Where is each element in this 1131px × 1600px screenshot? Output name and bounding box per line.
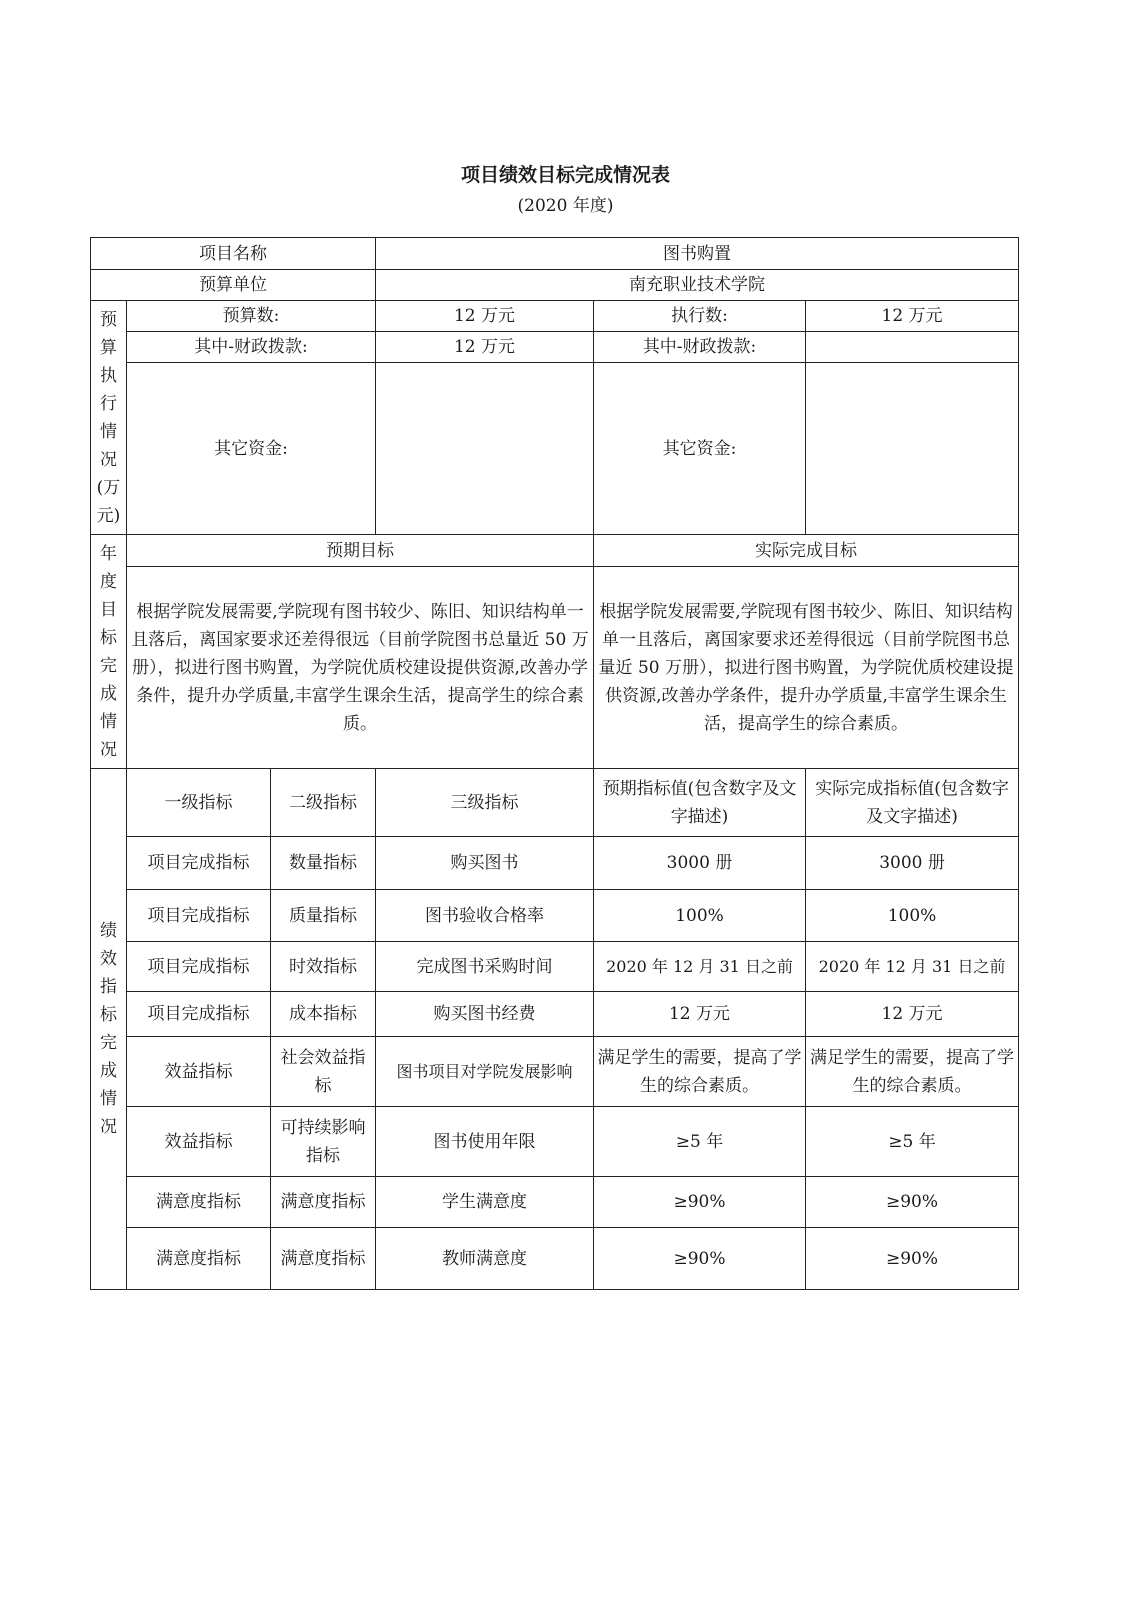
actual-value-cell: 满足学生的需要，提高了学生的综合素质。 <box>806 1037 1019 1107</box>
actual-value-cell: 100% <box>806 890 1019 942</box>
level1-cell: 项目完成指标 <box>127 890 271 942</box>
fiscal-exec-label: 其中-财政拨款: <box>594 332 806 363</box>
other-funds-row <box>91 363 1019 535</box>
fiscal-value: 12 万元 <box>376 332 594 363</box>
expected-value-cell: 3000 册 <box>594 837 806 890</box>
level3-cell: 教师满意度 <box>376 1228 594 1290</box>
expected-value-cell: ≥90% <box>594 1177 806 1228</box>
other-funds-exec-value <box>806 363 1019 535</box>
level2-cell: 满意度指标 <box>271 1177 376 1228</box>
budget-amount-row <box>91 301 1019 332</box>
annual-header-row <box>91 535 1019 567</box>
level3-header: 三级指标 <box>376 769 594 837</box>
document-subtitle: (2020 年度) <box>517 196 614 216</box>
other-funds-value <box>376 363 594 535</box>
table-row <box>91 890 1019 942</box>
table-row <box>91 992 1019 1037</box>
level2-cell: 社会效益指标 <box>271 1037 376 1107</box>
level2-cell: 满意度指标 <box>271 1228 376 1290</box>
actual-value-cell: 3000 册 <box>806 837 1019 890</box>
fiscal-label: 其中-财政拨款: <box>127 332 376 363</box>
budget-value: 12 万元 <box>376 301 594 332</box>
expected-goal-text: 根据学院发展需要,学院现有图书较少、陈旧、知识结构单一且落后，离国家要求还差得很远（目前学院图书总量近 50 万册），拟进行图书购置，为学院优质校建设提供资源,改善办学条件，提升办学质量,丰富学生课余生活，提高学生的综合素质。 <box>127 567 594 769</box>
level2-cell: 时效指标 <box>271 942 376 992</box>
budget-unit-row <box>91 270 1019 301</box>
project-name-value: 图书购置 <box>376 238 1019 270</box>
level1-cell: 效益指标 <box>127 1037 271 1107</box>
level1-cell: 满意度指标 <box>127 1228 271 1290</box>
project-name-row <box>91 238 1019 270</box>
budget-unit-value: 南充职业技术学院 <box>376 270 1019 301</box>
level3-cell: 学生满意度 <box>376 1177 594 1228</box>
level3-cell: 购买图书 <box>376 837 594 890</box>
table-row <box>91 942 1019 992</box>
exec-value: 12 万元 <box>806 301 1019 332</box>
level2-cell: 质量指标 <box>271 890 376 942</box>
level2-cell: 可持续影响指标 <box>271 1107 376 1177</box>
fiscal-row <box>91 332 1019 363</box>
actual-value-cell: 12 万元 <box>806 992 1019 1037</box>
actual-goal-header: 实际完成目标 <box>594 535 1019 567</box>
level1-cell: 项目完成指标 <box>127 992 271 1037</box>
indicator-side-label: 绩 效 指 标 完 成 情 况 <box>91 769 127 1290</box>
expected-value-cell: 100% <box>594 890 806 942</box>
level3-cell: 图书项目对学院发展影响 <box>376 1037 594 1107</box>
budget-side-label: 预 算 执 行 情 况 (万 元) <box>91 301 127 535</box>
other-funds-label: 其它资金: <box>127 363 376 535</box>
fiscal-exec-value <box>806 332 1019 363</box>
level3-cell: 图书验收合格率 <box>376 890 594 942</box>
project-name-label: 项目名称 <box>91 238 376 270</box>
actual-value-cell: ≥90% <box>806 1228 1019 1290</box>
level1-header: 一级指标 <box>127 769 271 837</box>
annual-side-label: 年 度 目 标 完 成 情 况 <box>91 535 127 769</box>
annual-text-row <box>91 567 1019 769</box>
actual-value-header: 实际完成指标值(包含数字及文字描述) <box>806 769 1019 837</box>
expected-value-cell: ≥90% <box>594 1228 806 1290</box>
other-funds-exec-label: 其它资金: <box>594 363 806 535</box>
level2-header: 二级指标 <box>271 769 376 837</box>
actual-value-cell: ≥5 年 <box>806 1107 1019 1177</box>
level3-cell: 图书使用年限 <box>376 1107 594 1177</box>
expected-value-cell: ≥5 年 <box>594 1107 806 1177</box>
document-title: 项目绩效目标完成情况表 <box>460 164 670 186</box>
budget-unit-label: 预算单位 <box>91 270 376 301</box>
performance-table <box>90 237 1019 1290</box>
actual-value-cell: ≥90% <box>806 1177 1019 1228</box>
table-row <box>91 1107 1019 1177</box>
level2-cell: 成本指标 <box>271 992 376 1037</box>
table-row <box>91 1228 1019 1290</box>
level2-cell: 数量指标 <box>271 837 376 890</box>
level1-cell: 满意度指标 <box>127 1177 271 1228</box>
level3-cell: 完成图书采购时间 <box>376 942 594 992</box>
level1-cell: 项目完成指标 <box>127 837 271 890</box>
expected-value-cell: 12 万元 <box>594 992 806 1037</box>
expected-value-header: 预期指标值(包含数字及文字描述) <box>594 769 806 837</box>
table-row <box>91 837 1019 890</box>
indicator-header-row <box>91 769 1019 837</box>
table-row <box>91 1177 1019 1228</box>
level1-cell: 项目完成指标 <box>127 942 271 992</box>
expected-value-cell: 满足学生的需要，提高了学生的综合素质。 <box>594 1037 806 1107</box>
exec-label: 执行数: <box>594 301 806 332</box>
level3-cell: 购买图书经费 <box>376 992 594 1037</box>
actual-value-cell: 2020 年 12 月 31 日之前 <box>806 942 1019 992</box>
budget-label: 预算数: <box>127 301 376 332</box>
expected-goal-header: 预期目标 <box>127 535 594 567</box>
expected-value-cell: 2020 年 12 月 31 日之前 <box>594 942 806 992</box>
actual-goal-text: 根据学院发展需要,学院现有图书较少、陈旧、知识结构单一且落后，离国家要求还差得很远（目前学院图书总量近 50 万册），拟进行图书购置，为学院优质校建设提供资源,改善办学条件，提升办学质量,丰富学生课余生活，提高学生的综合素质。 <box>594 567 1019 769</box>
table-row <box>91 1037 1019 1107</box>
level1-cell: 效益指标 <box>127 1107 271 1177</box>
